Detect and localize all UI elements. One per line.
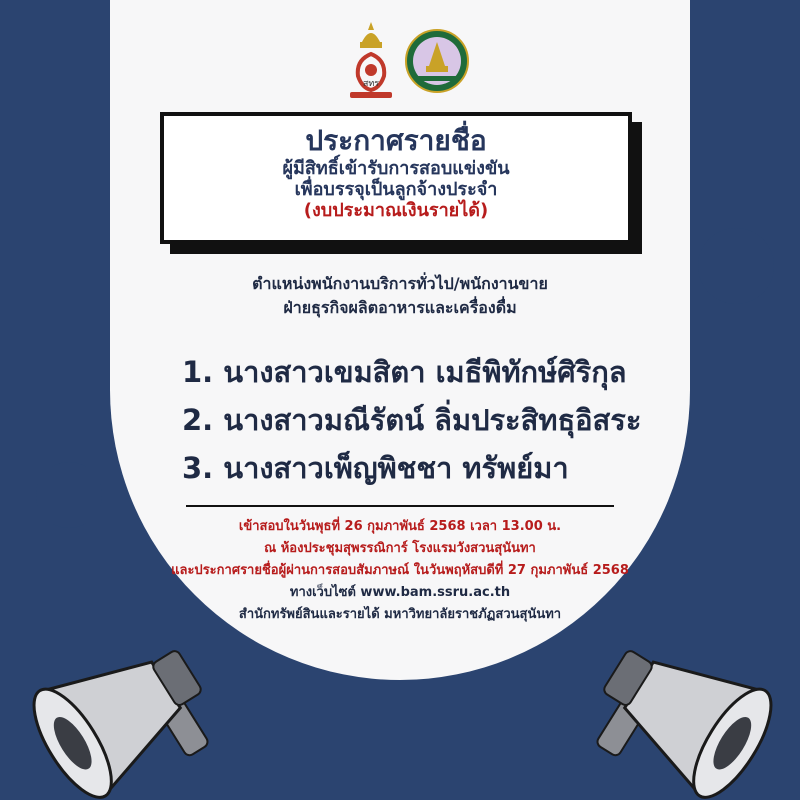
logo-text: สทร (362, 79, 380, 89)
website[interactable]: ทางเว็บไซต์ www.bam.ssru.ac.th (289, 585, 511, 600)
result-notice: และประกาศรายชื่อผู้ผ่านการสอบสัมภาษณ์ ในวันพฤหัสบดีที่ 27 กุมภาพันธ์ 2568 (171, 563, 629, 578)
announcement-line-1: ผู้มีสิทธิ์เข้ารับการสอบแข่งขัน (282, 158, 510, 179)
university-seal-icon (404, 22, 470, 100)
megaphone-icon (20, 600, 260, 800)
position-line-1: ตำแหน่งพนักงานบริการทั่วไป/พนักงานขาย (252, 274, 548, 293)
announcement-budget: (งบประมาณเงินรายได้) (303, 200, 489, 221)
candidate-list (182, 348, 702, 492)
announcement-line-2: เพื่อบรรจุเป็นลูกจ้างประจำ (294, 179, 498, 200)
exam-venue: ณ ห้องประชุมสุพรรณิการ์ โรงแรมวังสวนสุนันทา (264, 541, 536, 556)
exam-date: เข้าสอบในวันพุธที่ 26 กุมภาพันธ์ 2568 เวลา 13.00 น. (238, 519, 562, 534)
title-box (160, 112, 632, 244)
decor-circle-right (698, 228, 774, 304)
royal-crown-emblem-icon (348, 20, 394, 100)
candidate-3: 3. นางสาวเพ็ญพิชชา ทรัพย์มา (182, 451, 569, 485)
candidate-1: 1. นางสาวเขมสิตา เมธีพิทักษ์ศิริกุล (182, 355, 627, 389)
announcement-title: ประกาศรายชื่อ (305, 124, 487, 157)
megaphone-icon (545, 600, 785, 800)
position-line-2: ฝ่ายธุรกิจผลิตอาหารและเครื่องดื่ม (283, 298, 517, 317)
decor-circle-left (36, 462, 102, 528)
issuer: สำนักทรัพย์สินและรายได้ มหาวิทยาลัยราชภัฏสวนสุนันทา (238, 607, 562, 622)
divider (186, 505, 614, 507)
candidate-2: 2. นางสาวมณีรัตน์ ลิ่มประสิทธุอิสระ (182, 403, 642, 437)
